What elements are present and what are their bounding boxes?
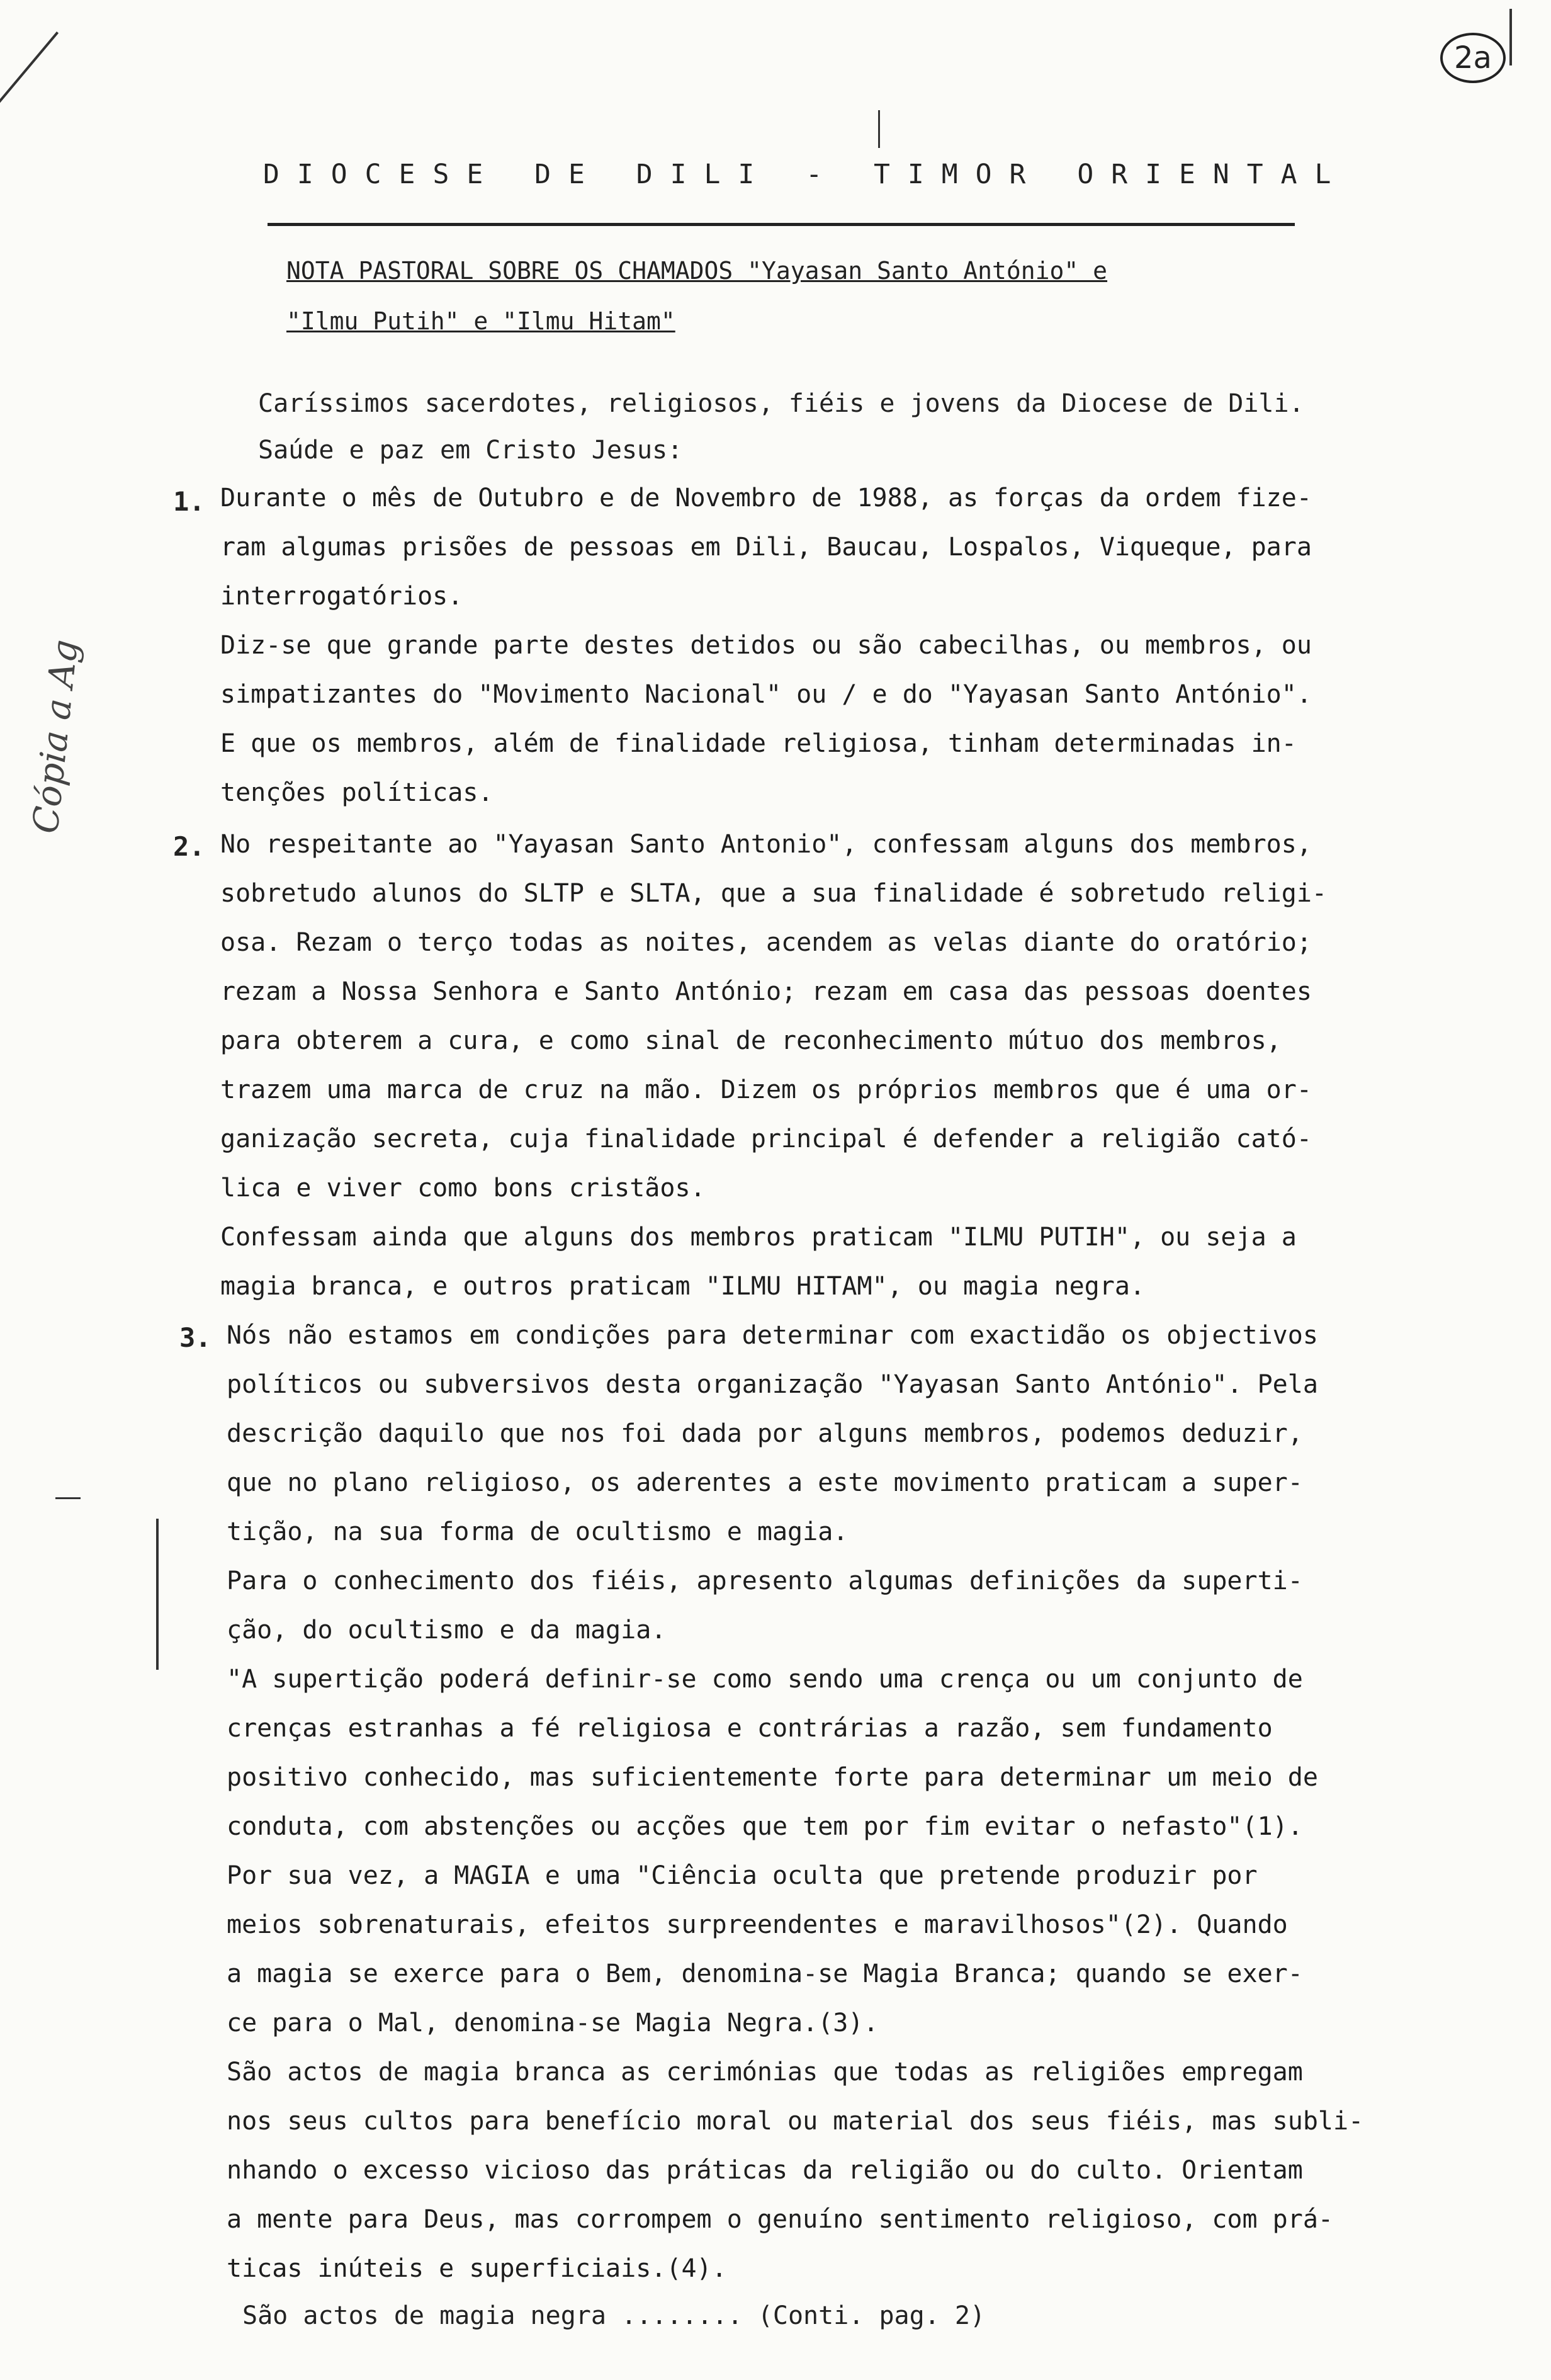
paragraph-line: E que os membros, além de finalidade religiosa, tinham determinadas in- bbox=[220, 729, 1297, 758]
paragraph-line: para obterem a cura, e como sinal de reconhecimento mútuo dos membros, bbox=[220, 1026, 1282, 1055]
paragraph-2 bbox=[173, 820, 1454, 1311]
paragraph-line: magia branca, e outros praticam "ILMU HITAM", ou magia negra. bbox=[220, 1272, 1146, 1301]
paragraph-line: nos seus cultos para benefício moral ou material dos seus fiéis, mas subli- bbox=[227, 2107, 1364, 2136]
paragraph-line: interrogatórios. bbox=[220, 582, 463, 611]
salutation-line1: Caríssimos sacerdotes, religiosos, fiéis e jovens da Diocese de Dili. bbox=[258, 389, 1304, 418]
paragraph-line: a mente para Deus, mas corrompem o genuíno sentimento religioso, com prá- bbox=[227, 2205, 1333, 2234]
paragraph-line: meios sobrenaturais, efeitos surpreendentes e maravilhosos"(2). Quando bbox=[227, 1910, 1288, 1939]
salutation-line2: Saúde e paz em Cristo Jesus: bbox=[258, 436, 683, 465]
paragraph-line: ram algumas prisões de pessoas em Dili, Baucau, Lospalos, Viqueque, para bbox=[220, 533, 1312, 562]
paragraph-line: "A supertição poderá definir-se como sendo uma crença ou um conjunto de bbox=[227, 1665, 1303, 1694]
paragraph-line: ticas inúteis e superficiais.(4). bbox=[227, 2254, 727, 2283]
paragraph-line: políticos ou subversivos desta organização "Yayasan Santo António". Pela bbox=[227, 1370, 1318, 1399]
paragraph-3 bbox=[179, 1311, 1460, 2293]
paragraph-line: No respeitante ao "Yayasan Santo Antonio", confessam alguns dos membros, bbox=[220, 830, 1312, 859]
paragraph-line: lica e viver como bons cristãos. bbox=[220, 1174, 706, 1203]
margin-bar bbox=[156, 1519, 159, 1670]
handwritten-margin-note: Cópia a Ag bbox=[25, 637, 86, 836]
paragraph-line: tenções políticas. bbox=[220, 778, 494, 807]
paragraph-line: Durante o mês de Outubro e de Novembro de 1988, as forças da ordem fize- bbox=[220, 484, 1312, 513]
paragraph-line: que no plano religioso, os aderentes a este movimento praticam a super- bbox=[227, 1468, 1303, 1497]
paragraph-1 bbox=[173, 473, 1454, 817]
paragraph-line: Diz-se que grande parte destes detidos ou são cabecilhas, ou membros, ou bbox=[220, 631, 1312, 660]
paragraph-line: nhando o excesso vicioso das práticas da religião ou do culto. Orientam bbox=[227, 2156, 1303, 2185]
corner-pen-stroke-right bbox=[1509, 9, 1512, 65]
page-number: 2a bbox=[1440, 33, 1506, 83]
paragraph-line: ce para o Mal, denomina-se Magia Negra.(3). bbox=[227, 2009, 879, 2037]
paragraph-line: trazem uma marca de cruz na mão. Dizem os próprios membros que é uma or- bbox=[220, 1075, 1312, 1104]
paragraph-number: 1. bbox=[173, 486, 205, 517]
paragraph-line: descrição daquilo que nos foi dada por alguns membros, podemos deduzir, bbox=[227, 1419, 1303, 1448]
paragraph-line: simpatizantes do "Movimento Nacional" ou / e do "Yayasan Santo António". bbox=[220, 680, 1312, 709]
paragraph-line: ganização secreta, cuja finalidade principal é defender a religião cató- bbox=[220, 1125, 1312, 1153]
document-title-line1: NOTA PASTORAL SOBRE OS CHAMADOS "Yayasan Santo António" e bbox=[286, 257, 1108, 285]
paragraph-line: Nós não estamos em condições para determinar com exactidão os objectivos bbox=[227, 1321, 1318, 1350]
paragraph-number: 3. bbox=[179, 1322, 212, 1353]
paragraph-line: a magia se exerce para o Bem, denomina-se Magia Branca; quando se exer- bbox=[227, 1959, 1303, 1988]
paragraph-line: tição, na sua forma de ocultismo e magia. bbox=[227, 1517, 849, 1546]
document-title-line2: "Ilmu Putih" e "Ilmu Hitam" bbox=[286, 307, 675, 335]
top-tick bbox=[878, 110, 880, 148]
margin-dash bbox=[55, 1497, 81, 1499]
paragraph-number: 2. bbox=[173, 831, 205, 862]
paragraph-line: Por sua vez, a MAGIA e uma "Ciência oculta que pretende produzir por bbox=[227, 1861, 1258, 1890]
continuation-footer: São actos de magia negra ........ (Conti. pag. 2) bbox=[242, 2301, 986, 2330]
paragraph-line: crenças estranhas a fé religiosa e contrárias a razão, sem fundamento bbox=[227, 1714, 1273, 1743]
paragraph-line: São actos de magia branca as cerimónias que todas as religiões empregam bbox=[227, 2058, 1303, 2087]
paragraph-line: conduta, com abstenções ou acções que tem por fim evitar o nefasto"(1). bbox=[227, 1812, 1303, 1841]
paragraph-line: osa. Rezam o terço todas as noites, acendem as velas diante do oratório; bbox=[220, 928, 1312, 957]
paragraph-line: rezam a Nossa Senhora e Santo António; rezam em casa das pessoas doentes bbox=[220, 977, 1312, 1006]
header-rule bbox=[268, 223, 1295, 226]
paragraph-line: ção, do ocultismo e da magia. bbox=[227, 1616, 667, 1645]
paragraph-line: Para o conhecimento dos fiéis, apresento algumas definições da superti- bbox=[227, 1567, 1303, 1595]
paragraph-line: positivo conhecido, mas suficientemente forte para determinar um meio de bbox=[227, 1763, 1318, 1792]
header-title: DIOCESE DE DILI - TIMOR ORIENTAL bbox=[263, 159, 1349, 190]
paragraph-line: sobretudo alunos do SLTP e SLTA, que a sua finalidade é sobretudo religi- bbox=[220, 879, 1327, 908]
corner-pen-stroke bbox=[0, 31, 59, 105]
paragraph-line: Confessam ainda que alguns dos membros praticam "ILMU PUTIH", ou seja a bbox=[220, 1223, 1297, 1252]
